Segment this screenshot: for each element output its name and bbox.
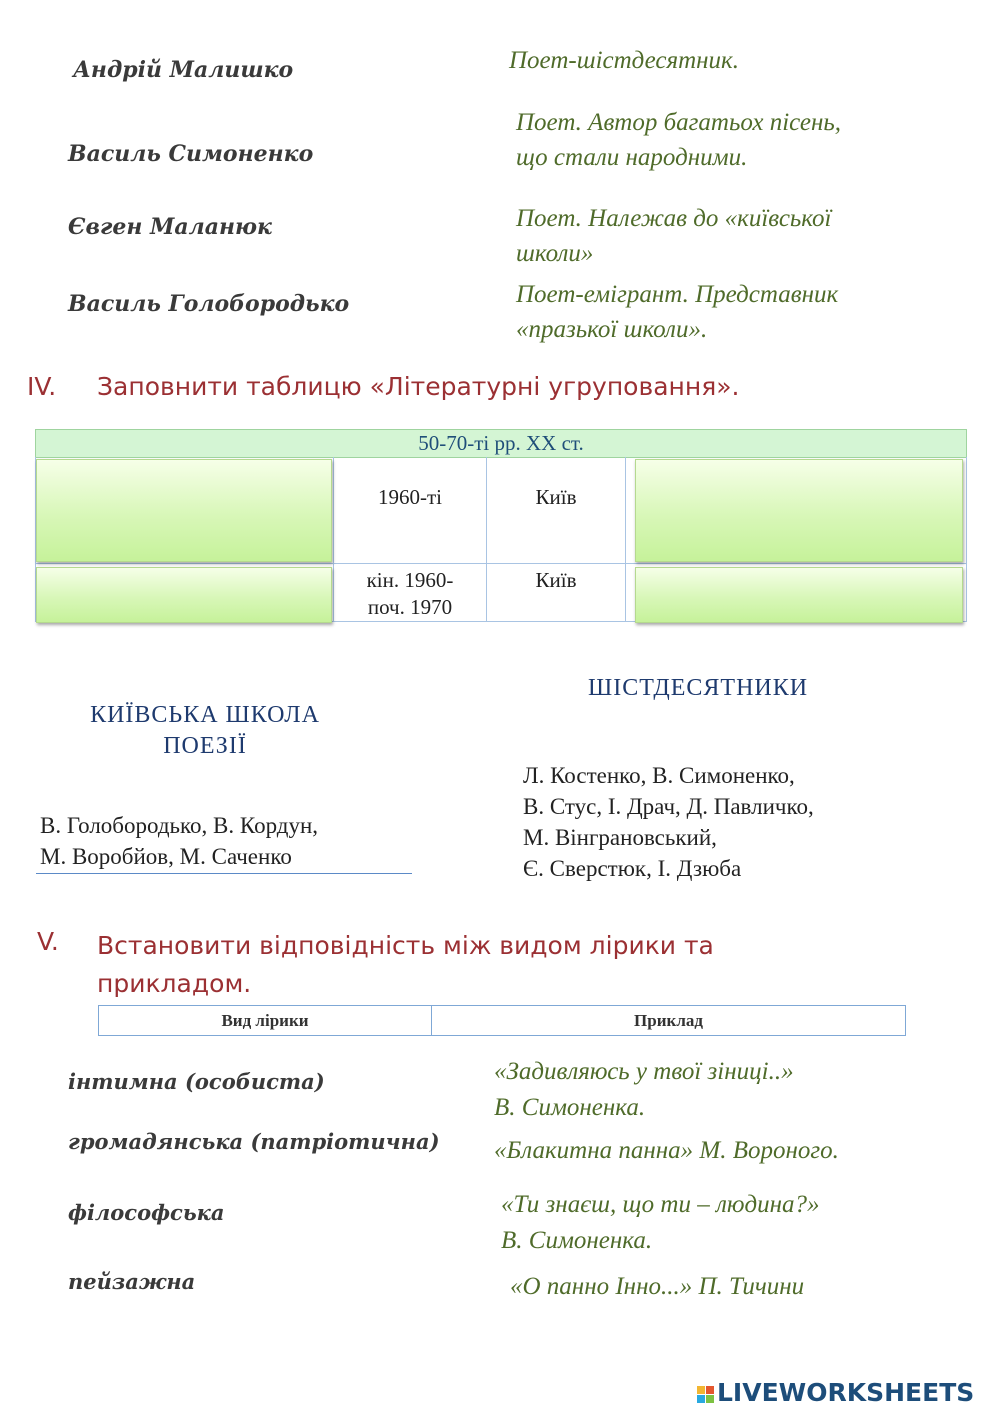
years-line: кін. 1960- — [366, 568, 454, 592]
author-description-3[interactable] — [516, 201, 831, 271]
lyrics-table-header — [98, 1005, 906, 1036]
logo-text: LIVEWORKSHEETS — [717, 1378, 975, 1407]
author-name-1: Андрій Малишко — [73, 57, 294, 83]
groups-table — [35, 429, 967, 622]
heading-line: прикладом. — [97, 969, 252, 998]
row1-city: Київ — [535, 485, 577, 509]
example-line: В. Симоненка. — [501, 1227, 653, 1254]
drop-zone-members-2[interactable] — [635, 567, 963, 623]
lyric-kind-4: пейзажна — [68, 1269, 196, 1294]
example-line: «О панно Інно...» П. Тичини — [510, 1273, 805, 1300]
description-line: школи» — [516, 240, 594, 267]
description-line: Поет-емігрант. Представник — [516, 281, 839, 308]
lyric-example-3[interactable] — [501, 1187, 820, 1259]
row2-city: Київ — [535, 568, 577, 592]
task4-number: IV. — [27, 372, 57, 401]
sixtiers-title[interactable]: ШІСТДЕСЯТНИКИ — [588, 675, 809, 701]
header-example: Приклад — [634, 1011, 703, 1030]
lyric-kind-1: інтимна (особиста) — [68, 1069, 325, 1094]
description-line: Поет-шістдесятник. — [509, 47, 740, 74]
author-name-3: Євген Маланюк — [68, 214, 272, 240]
sixtiers-members[interactable] — [523, 760, 814, 884]
liveworksheets-logo[interactable] — [697, 1378, 974, 1407]
author-name-4: Василь Голобородько — [68, 291, 350, 317]
header-kind: Вид лірики — [99, 1006, 432, 1035]
lyric-kind-3: філософська — [68, 1200, 225, 1225]
heading-line: Встановити відповідність між видом лірики та — [97, 931, 714, 960]
members-line: В. Стус, І. Драч, Д. Павличко, — [523, 794, 814, 819]
members-line: В. Голобородько, В. Кордун, — [40, 813, 319, 838]
underline-divider — [36, 873, 412, 874]
description-line: Поет. Автор багатьох пісень, — [516, 109, 842, 136]
example-line: «Блакитна панна» М. Вороного. — [494, 1137, 839, 1164]
row-divider — [35, 563, 966, 564]
row1-years: 1960-ті — [377, 485, 442, 509]
lyric-kind-2: громадянська (патріотична) — [68, 1129, 440, 1154]
kyiv-school-title[interactable] — [60, 700, 350, 762]
task4-heading: Заповнити таблицю «Літературні угруповання». — [97, 372, 740, 401]
example-line: «Задивляюсь у твої зіниці..» — [494, 1058, 794, 1085]
drop-zone-group-name-2[interactable] — [36, 567, 332, 623]
members-line: Л. Костенко, В. Симоненко, — [523, 763, 795, 788]
description-line: Поет. Належав до «київської — [516, 205, 832, 232]
task5-number: V. — [37, 927, 59, 956]
column-divider — [625, 457, 626, 621]
lyric-example-2[interactable] — [494, 1133, 839, 1169]
task5-heading — [97, 927, 714, 1003]
author-description-2[interactable] — [516, 105, 841, 175]
years-line: поч. 1970 — [367, 595, 453, 619]
author-description-4[interactable] — [516, 277, 838, 347]
members-line: Є. Сверстюк, І. Дзюба — [523, 856, 742, 881]
kyiv-school-members[interactable] — [40, 810, 318, 872]
members-line: М. Воробйов, М. Саченко — [40, 844, 292, 869]
members-line: М. Вінграновський, — [523, 825, 717, 850]
drop-zone-members-1[interactable] — [635, 459, 963, 562]
author-name-2: Василь Симоненко — [68, 141, 314, 167]
lyric-example-4[interactable] — [510, 1269, 804, 1305]
row2-years — [334, 567, 486, 621]
lyric-example-1[interactable] — [494, 1054, 794, 1126]
title-line: КИЇВСЬКА ШКОЛА — [90, 702, 320, 728]
example-line: «Ти знаєш, що ти – людина?» — [501, 1191, 820, 1218]
example-line: В. Симоненка. — [494, 1094, 646, 1121]
drop-zone-group-name-1[interactable] — [36, 459, 332, 562]
title-line: ПОЕЗІЇ — [163, 733, 247, 759]
table-header: 50-70-ті рр. XX ст. — [35, 429, 967, 458]
column-divider — [486, 457, 487, 621]
description-line: що стали народними. — [516, 144, 748, 171]
logo-grid-icon — [697, 1386, 714, 1403]
description-line: «празької школи». — [516, 316, 708, 343]
author-description-1[interactable] — [509, 43, 739, 78]
